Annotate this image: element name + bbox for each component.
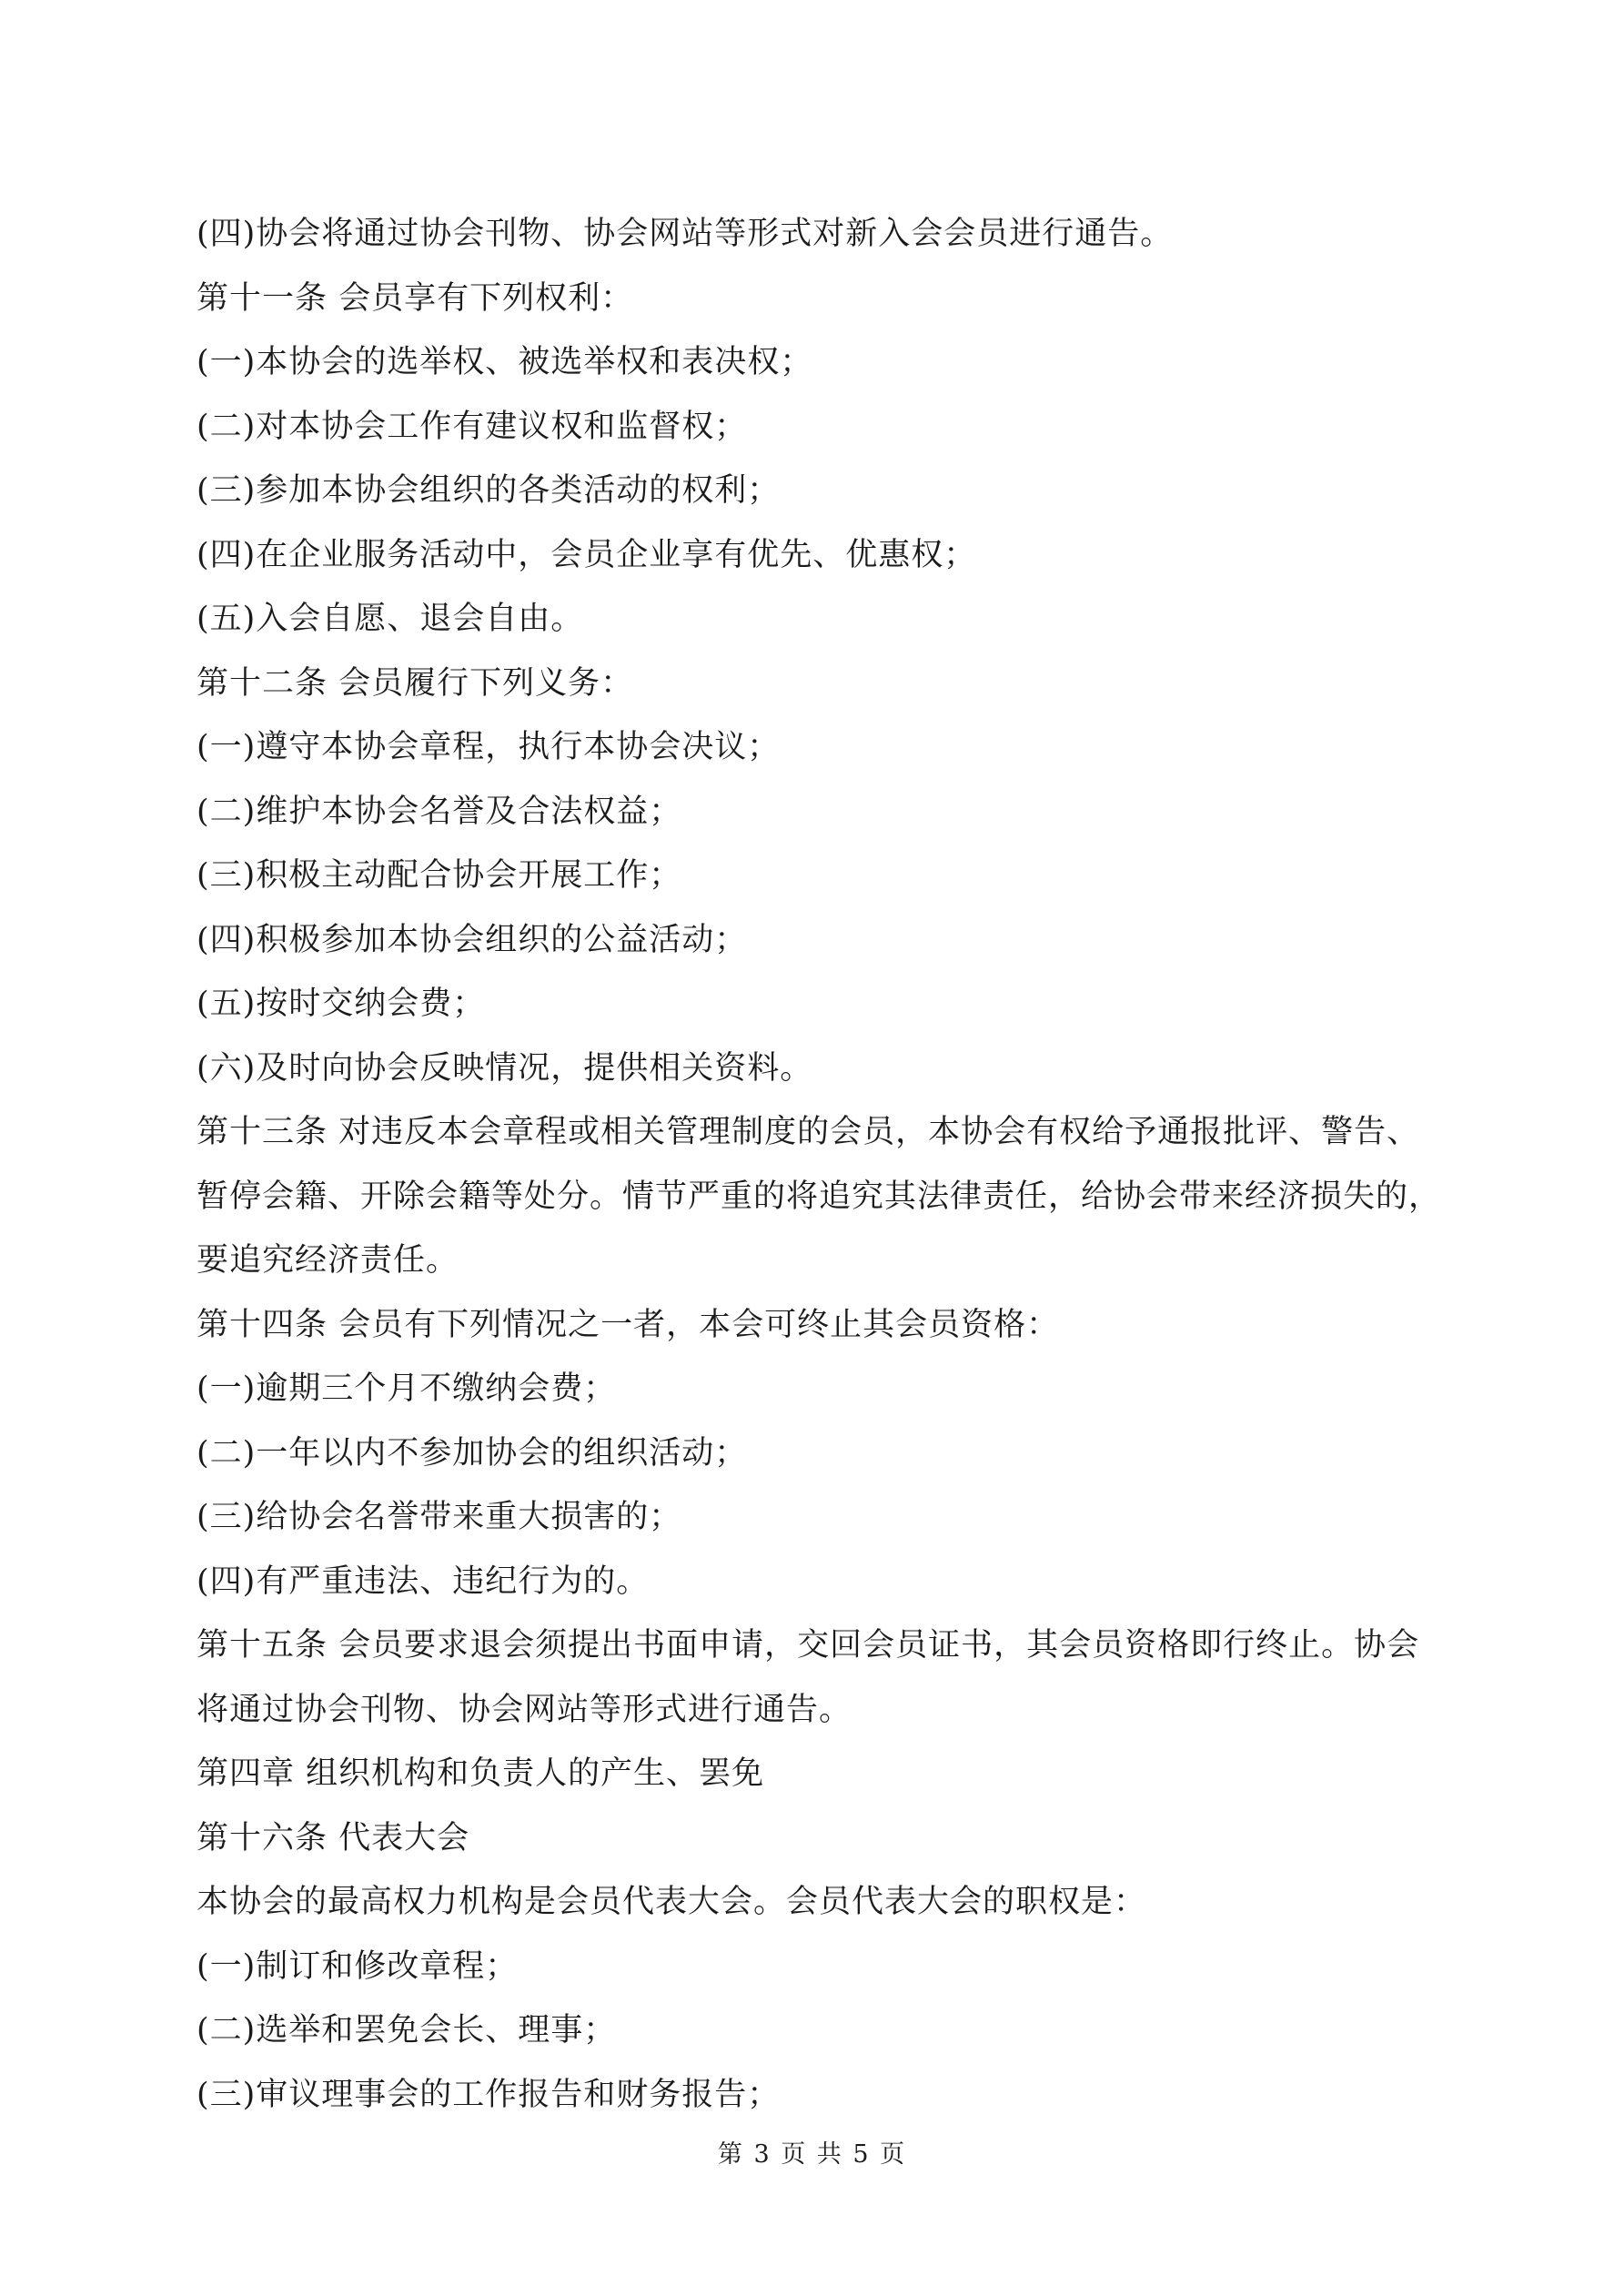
text-line: (三)参加本协会组织的各类活动的权利； <box>197 472 781 509</box>
text-line: (三)积极主动配合协会开展工作； <box>197 857 682 894</box>
article-heading: 第十六条 代表大会 <box>197 1819 470 1856</box>
chapter-heading: 第四章 组织机构和负责人的产生、罢免 <box>197 1755 765 1792</box>
text-line: (五)入会自愿、退会自由。 <box>197 601 584 637</box>
page-number-footer: 第 3 页 共 5 页 <box>717 2140 907 2169</box>
text-line: (二)一年以内不参加协会的组织活动； <box>197 1434 748 1472</box>
text-line: (二)对本协会工作有建议权和监督权； <box>197 408 748 445</box>
text-line: 要追究经济责任。 <box>197 1242 459 1279</box>
text-line: (四)积极参加本协会组织的公益活动； <box>197 921 748 958</box>
article-heading: 第十一条 会员享有下列权利： <box>197 279 634 317</box>
text-line: (一)遵守本协会章程，执行本协会决议； <box>197 729 781 765</box>
text-line: 将通过协会刊物、协会网站等形式进行通告。 <box>197 1691 852 1728</box>
text-line: (四)有严重违法、违纪行为的。 <box>197 1563 650 1600</box>
article-heading: 第十四条 会员有下列情况之一者，本会可终止其会员资格： <box>197 1306 1060 1343</box>
article-heading: 第十二条 会员履行下列义务： <box>197 664 634 702</box>
text-line: (四)在企业服务活动中，会员企业享有优先、优惠权； <box>197 536 977 573</box>
text-line: (二)选举和罢免会长、理事； <box>197 2012 617 2048</box>
article-heading: 第十三条 对违反本会章程或相关管理制度的会员，本协会有权给予通报批评、警告、 <box>197 1114 1420 1150</box>
text-line: (五)按时交纳会费； <box>197 986 486 1022</box>
document-body <box>197 202 1443 2127</box>
text-line: (一)逾期三个月不缴纳会费； <box>197 1371 617 1407</box>
text-line: (一)制订和修改章程； <box>197 1947 519 1985</box>
text-line: 暂停会籍、开除会籍等处分。情节严重的将追究其法律责任，给协会带来经济损失的， <box>197 1178 1442 1215</box>
article-heading: 第十五条 会员要求退会须提出书面申请，交回会员证书，其会员资格即行终止。协会 <box>197 1627 1420 1664</box>
text-line: (三)审议理事会的工作报告和财务报告； <box>197 2076 781 2113</box>
text-line: (一)本协会的选举权、被选举权和表决权； <box>197 344 813 380</box>
text-line: (三)给协会名誉带来重大损害的； <box>197 1499 682 1535</box>
text-line: (六)及时向协会反映情况，提供相关资料。 <box>197 1049 813 1087</box>
text-line: (二)维护本协会名誉及合法权益； <box>197 793 682 830</box>
text-line: 本协会的最高权力机构是会员代表大会。会员代表大会的职权是： <box>197 1884 1147 1920</box>
text-line: (四)协会将通过协会刊物、协会网站等形式对新入会会员进行通告。 <box>197 216 1174 252</box>
